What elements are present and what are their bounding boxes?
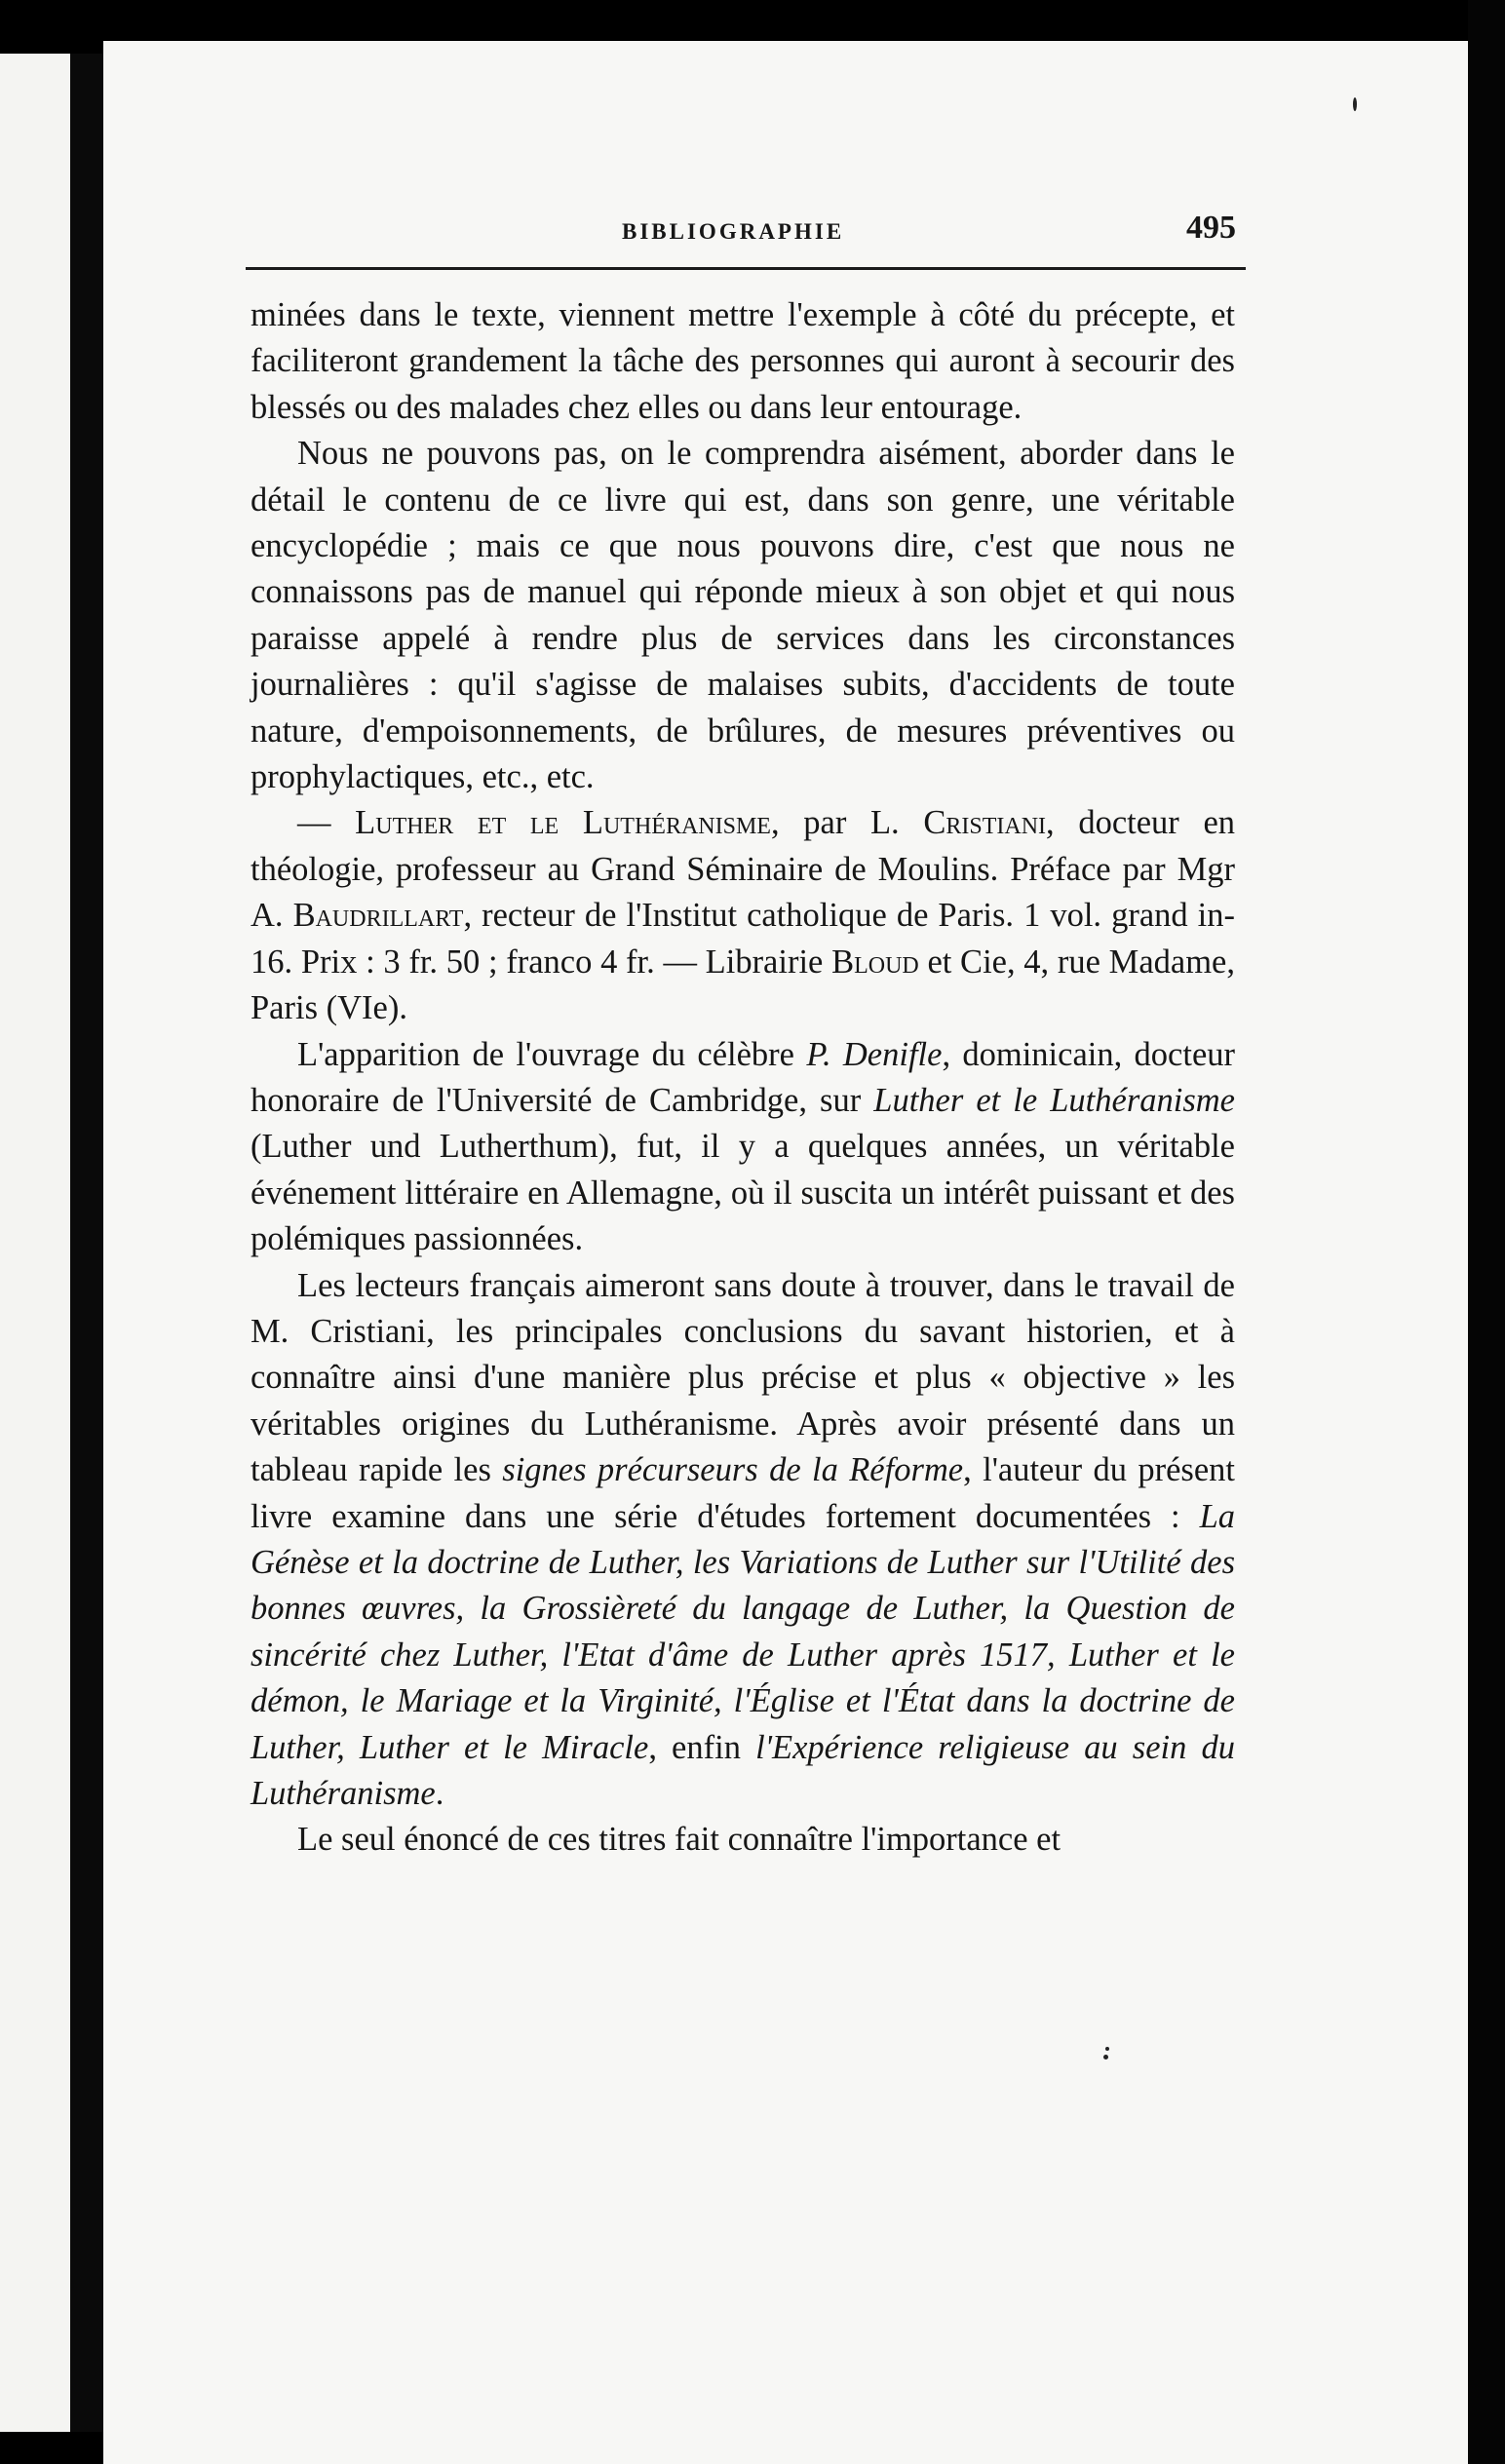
entry-dash: — xyxy=(297,804,356,842)
header-rule xyxy=(246,267,1246,270)
entry-by: , par L. xyxy=(770,804,924,842)
text-run: Les lecteurs français aimeront sans doute à trouver, dans le travail de M. Cristiani, les principales conclusions du savant historien, et à connaître ainsi d'une manière plus précise et plus « objective » les véritables origines du Luthéranisme. Après avoir présenté dans un tableau rapide les xyxy=(251,1266,1235,1489)
text-run: (Luther und Lutherthum), fut, il y a quelques années, un véritable événement littéraire en Allemagne, où il suscita un intérêt puissant et des polémiques passionnées. xyxy=(251,1128,1235,1258)
author-name: Cristiani xyxy=(923,804,1047,842)
paragraph xyxy=(251,1032,1235,1263)
italic-title: signes précurseurs de la Réforme xyxy=(502,1451,964,1489)
page-number: 495 xyxy=(1186,210,1236,246)
scan-speck xyxy=(1103,2055,1108,2060)
italic-name: P. Denifle xyxy=(806,1035,943,1073)
italic-title: Luther et le Luthéranisme xyxy=(873,1081,1235,1119)
binding-shadow xyxy=(70,54,103,2432)
paragraph: Nous ne pouvons pas, on le comprendra aisément, aborder dans le détail le contenu de ce livre qui est, dans son genre, une véritable encyclopédie ; mais ce que nous pouvons dire, c'est que nous ne connaissons pas de manuel qui réponde mieux à son objet et qui nous paraisse appelé à rendre plus de services dans les circonstances journalières : qu'il s'agisse de malaises subits, d'accidents de toute nature, d'empoisonnements, de brûlures, de mesures préventives ou prophylactiques, etc., etc. xyxy=(251,435,1235,796)
scan-speck xyxy=(1105,2047,1109,2051)
running-head: BIBLIOGRAPHIE xyxy=(622,219,845,244)
text-run: , enfin xyxy=(648,1728,756,1766)
text-run: , l'auteur du présent livre examine dans une série d'études fortement documentées : xyxy=(251,1451,1235,1535)
paragraph-start: Le seul énoncé de ces titres fait connaître l'importance et xyxy=(297,1821,1061,1859)
body-text xyxy=(251,292,1235,1864)
italic-title: l'Expérience religieuse au sein du Luthéranisme xyxy=(251,1728,1235,1812)
scan-speck xyxy=(1353,97,1357,111)
text-run: , dominicain, docteur honoraire de l'Université de Cambridge, sur xyxy=(251,1035,1235,1119)
left-page-edge xyxy=(0,54,70,2432)
entry-publication: , recteur de l'Institut catholique de Paris. 1 vol. grand in-16. Prix : 3 fr. 50 ; franco 4 fr. — Librairie xyxy=(251,897,1235,981)
entry-description: , docteur en théologie, professeur au Grand Séminaire de Moulins. Préface par Mgr A. xyxy=(251,804,1236,935)
preface-author: Baudrillart xyxy=(292,897,464,935)
book-title: Luther et le Luthéranisme xyxy=(355,804,771,842)
publisher-name: Bloud xyxy=(831,943,919,981)
scan-border xyxy=(1468,0,1505,2464)
italic-chapter-list: La Génèse et la doctrine de Luther, les Variations de Luther sur l'Utilité des bonnes œuvres, la Grossièreté du langage de Luther, la Question de sincérité chez Luther, l'Etat d'âme de Luther après 1517, Luther et le démon, le Mariage et la Virginité, l'Église et l'État dans la doctrine de Luther, Luther et le Miracle xyxy=(251,1497,1235,1766)
bibliographic-entry xyxy=(251,800,1235,1031)
text-run: L'apparition de l'ouvrage du célèbre xyxy=(297,1035,807,1073)
page-header xyxy=(136,171,1248,249)
paragraph-continuation: minées dans le texte, viennent mettre l'exemple à côté du précepte, et faciliteront grandement la tâche des personnes qui auront à secourir des blessés ou des malades chez elles ou dans leur entourage. xyxy=(251,296,1235,426)
text-run: . xyxy=(435,1775,444,1812)
entry-address: et Cie, 4, rue Madame, Paris (VIe). xyxy=(251,943,1235,1027)
paragraph xyxy=(251,1263,1235,1818)
